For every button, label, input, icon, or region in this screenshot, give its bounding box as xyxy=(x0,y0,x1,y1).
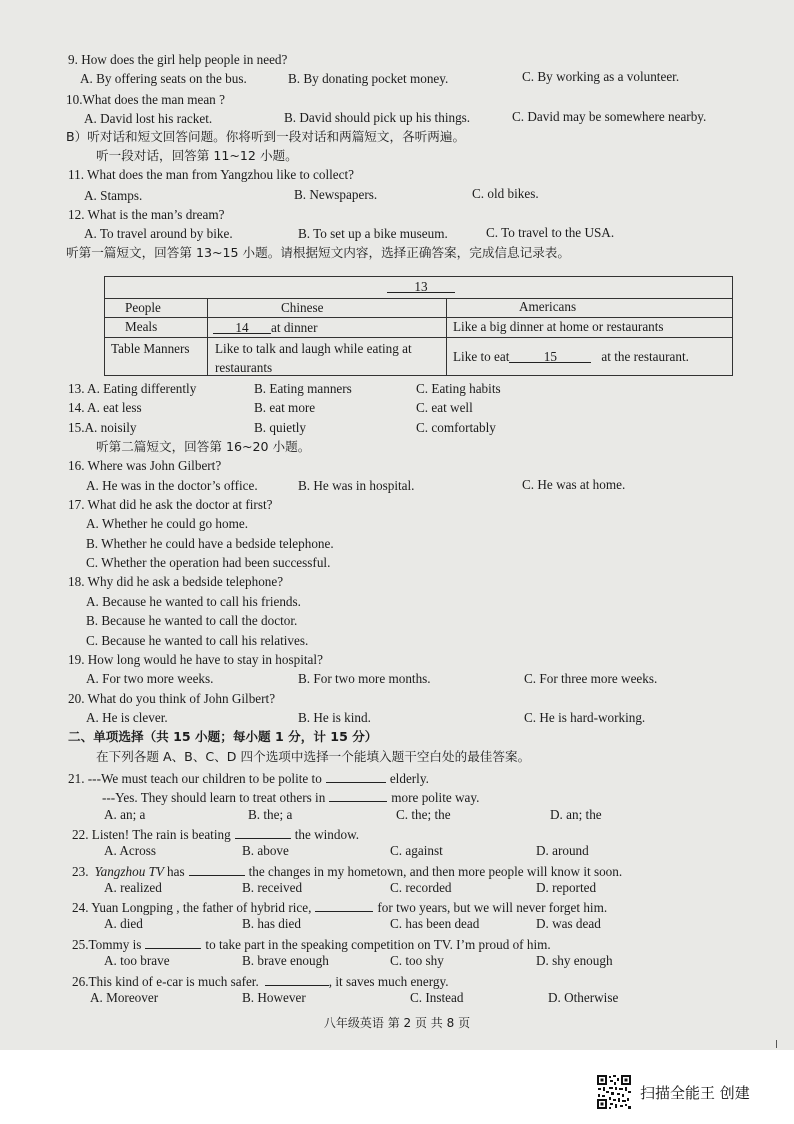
row-table-manners: Table Manners xyxy=(111,341,190,356)
scan-mark xyxy=(776,1040,777,1048)
meals-chinese: 14 at dinner xyxy=(213,320,318,336)
option: A. Whether he could go home. xyxy=(86,516,248,531)
option: C. Eating habits xyxy=(416,381,501,396)
qr-code-icon xyxy=(596,1074,632,1110)
option: C. Instead xyxy=(410,990,464,1005)
option: B. To set up a bike museum. xyxy=(298,226,448,241)
question-9: 9. How does the girl help people in need? xyxy=(68,52,288,67)
question-20: 20. What do you think of John Gilbert? xyxy=(68,691,276,706)
question-18: 18. Why did he ask a bedside telephone? xyxy=(68,574,284,589)
passage-2-instruction: 听第二篇短文，回答第 16~20 小题。 xyxy=(96,439,311,454)
option: A. realized xyxy=(104,880,162,895)
manners-chinese-line2: restaurants xyxy=(215,360,273,375)
option: A. an; a xyxy=(104,807,146,822)
option: B. David should pick up his things. xyxy=(284,110,471,125)
question-24: 24. Yuan Longping , the father of hybrid rice, for two years, but we will never forget him. xyxy=(72,900,608,915)
option: A. He is clever. xyxy=(86,710,168,725)
option: B. For two more months. xyxy=(298,671,431,686)
option: D. an; the xyxy=(550,807,602,822)
question-22: 22. Listen! The rain is beating the window. xyxy=(72,827,360,842)
option: B. received xyxy=(242,880,303,895)
option: C. old bikes. xyxy=(472,186,539,201)
manners-chinese-line1: Like to talk and laugh while eating at xyxy=(215,341,412,356)
option: C. eat well xyxy=(416,400,473,415)
row-meals: Meals xyxy=(125,319,158,334)
option: B. has died xyxy=(242,916,301,931)
option: D. was dead xyxy=(536,916,601,931)
option: C. recorded xyxy=(390,880,452,895)
header-chinese: Chinese xyxy=(281,300,324,315)
option: B. the; a xyxy=(248,807,293,822)
option: A. David lost his racket. xyxy=(84,111,213,126)
option: A. By offering seats on the bus. xyxy=(80,71,247,86)
option: B. brave enough xyxy=(242,953,329,968)
option: B. eat more xyxy=(254,400,316,415)
header-people: People xyxy=(125,300,161,315)
section-b-instruction: B）听对话和短文回答问题。你将听到一段对话和两篇短文，各听两遍。 xyxy=(66,129,466,144)
option: B. He is kind. xyxy=(298,710,371,725)
option: A. Across xyxy=(104,843,157,858)
question-19: 19. How long would he have to stay in hospital? xyxy=(68,652,323,667)
option: C. Whether the operation had been successful. xyxy=(86,555,331,570)
option: C. For three more weeks. xyxy=(524,671,658,686)
header-americans: Americans xyxy=(519,299,577,314)
option: 13. A. Eating differently xyxy=(68,381,197,396)
question-21-line-2: ---Yes. They should learn to treat others in more polite way. xyxy=(102,790,480,805)
option: C. comfortably xyxy=(416,420,496,435)
option: C. too shy xyxy=(390,953,444,968)
option: C. He is hard-working. xyxy=(524,710,646,725)
option: 14. A. eat less xyxy=(68,400,142,415)
question-12: 12. What is the man’s dream? xyxy=(68,207,225,222)
option: B. Because he wanted to call the doctor. xyxy=(86,613,298,628)
option: 15.A. noisily xyxy=(68,420,137,435)
option: B. Newspapers. xyxy=(294,187,378,202)
part-2-instruction: 在下列各题 A、B、C、D 四个选项中选择一个能填入题干空白处的最佳答案。 xyxy=(96,749,531,764)
option: B. He was in hospital. xyxy=(298,478,415,493)
info-record-table xyxy=(104,276,733,376)
option: A. For two more weeks. xyxy=(86,671,214,686)
scanner-label: 扫描全能王 创建 xyxy=(640,1084,750,1102)
option: B. quietly xyxy=(254,420,307,435)
dialogue-instruction: 听一段对话，回答第 11~12 小题。 xyxy=(96,148,298,163)
question-11: 11. What does the man from Yangzhou like to collect? xyxy=(68,167,355,182)
option: D. Otherwise xyxy=(548,990,619,1005)
option: D. around xyxy=(536,843,589,858)
option: A. Because he wanted to call his friends. xyxy=(86,594,301,609)
option: A. died xyxy=(104,916,143,931)
table-title: 13 xyxy=(387,279,455,295)
option: B. Whether he could have a bedside telephone. xyxy=(86,536,334,551)
option: A. He was in the doctor’s office. xyxy=(86,478,258,493)
option: B. above xyxy=(242,843,289,858)
question-26: 26.This kind of e-car is much safer. , it saves much energy. xyxy=(72,974,449,989)
page-footer: 八年级英语 第 2 页 共 8 页 xyxy=(323,1016,471,1030)
option: A. Moreover xyxy=(90,990,159,1005)
option: C. David may be somewhere nearby. xyxy=(512,109,707,124)
option: B. However xyxy=(242,990,306,1005)
question-25: 25.Tommy is to take part in the speaking competition on TV. I’m proud of him. xyxy=(72,937,551,952)
option: C. has been dead xyxy=(390,916,480,931)
option: C. He was at home. xyxy=(522,477,626,492)
option: B. By donating pocket money. xyxy=(288,71,449,86)
meals-americans: Like a big dinner at home or restaurants xyxy=(453,319,664,334)
option: C. To travel to the USA. xyxy=(486,225,615,240)
question-21: 21. ---We must teach our children to be polite to elderly. xyxy=(68,771,429,786)
option: A. too brave xyxy=(104,953,170,968)
question-10: 10.What does the man mean ? xyxy=(66,92,225,107)
option: C. against xyxy=(390,843,443,858)
option: A. To travel around by bike. xyxy=(84,226,233,241)
manners-americans: Like to eat 15 at the restaurant. xyxy=(453,349,689,364)
option: C. By working as a volunteer. xyxy=(522,69,680,84)
option: D. shy enough xyxy=(536,953,613,968)
question-23: 23. Yangzhou TV has the changes in my hometown, and then more people will know it soon. xyxy=(72,864,623,879)
option: B. Eating manners xyxy=(254,381,352,396)
part-2-heading: 二、单项选择（共 15 小题；每小题 1 分，计 15 分） xyxy=(68,729,378,744)
question-16: 16. Where was John Gilbert? xyxy=(68,458,222,473)
option: C. Because he wanted to call his relatives. xyxy=(86,633,309,648)
question-17: 17. What did he ask the doctor at first? xyxy=(68,497,273,512)
option: A. Stamps. xyxy=(84,188,143,203)
option: C. the; the xyxy=(396,807,451,822)
option: D. reported xyxy=(536,880,597,895)
passage-1-instruction: 听第一篇短文，回答第 13~15 小题。请根据短文内容，选择正确答案，完成信息记录表。 xyxy=(66,245,570,260)
